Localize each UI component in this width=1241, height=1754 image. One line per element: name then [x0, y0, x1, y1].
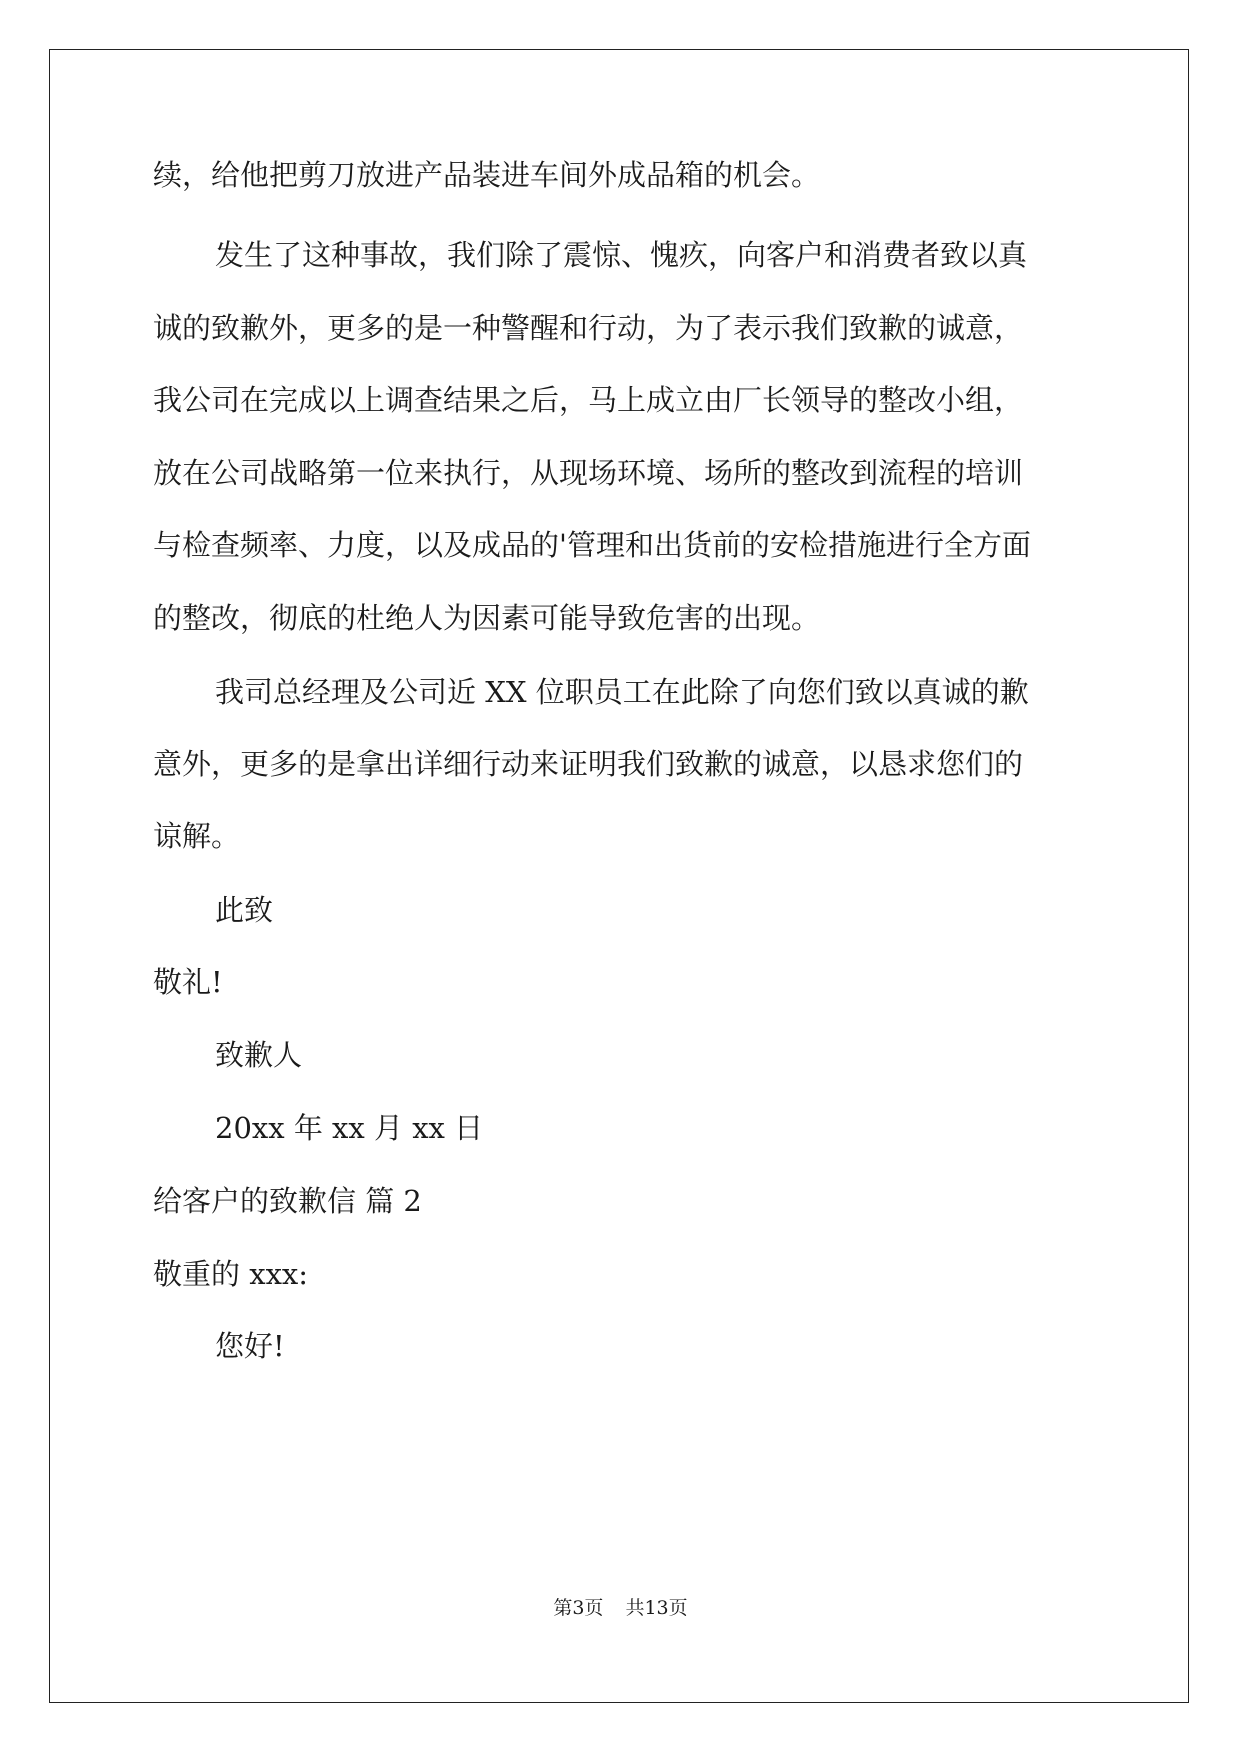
date-line: 20xx 年 xx 月 xx 日: [215, 1111, 484, 1145]
page-footer: [0, 1596, 1241, 1620]
text-line: 诚的致歉外，更多的是一种警醒和行动，为了表示我们致歉的诚意，: [153, 311, 1024, 345]
text-line: 续，给他把剪刀放进产品装进车间外成品箱的机会。: [153, 158, 821, 192]
page-total: 共13页: [625, 1597, 688, 1619]
section-heading: 给客户的致歉信 篇 2: [153, 1184, 422, 1218]
text-line: 意外，更多的是拿出详细行动来证明我们致歉的诚意，以恳求您们的: [153, 747, 1024, 781]
text-line: 我公司在完成以上调查结果之后，马上成立由厂长领导的整改小组，: [153, 383, 1024, 417]
salutation-line: 敬礼!: [153, 965, 223, 999]
text-line: 的整改，彻底的杜绝人为因素可能导致危害的出现。: [153, 601, 821, 635]
page-number: 第3页: [553, 1597, 604, 1619]
signature-line: 致歉人: [215, 1038, 303, 1072]
greeting-line: 您好!: [215, 1329, 285, 1363]
greeting-recipient: 敬重的 xxx:: [153, 1257, 309, 1291]
text-line: 发生了这种事故，我们除了震惊、愧疚，向客户和消费者致以真: [215, 238, 1028, 272]
text-line: 谅解。: [153, 819, 241, 853]
closing-line: 此致: [215, 893, 274, 927]
page-border: [49, 49, 1189, 1703]
text-line: 我司总经理及公司近 XX 位职员工在此除了向您们致以真诚的歉: [215, 675, 1029, 709]
text-line: 放在公司战略第一位来执行，从现场环境、场所的整改到流程的培训: [153, 456, 1024, 490]
text-line: 与检查频率、力度，以及成品的'管理和出货前的安检措施进行全方面: [153, 528, 1031, 562]
